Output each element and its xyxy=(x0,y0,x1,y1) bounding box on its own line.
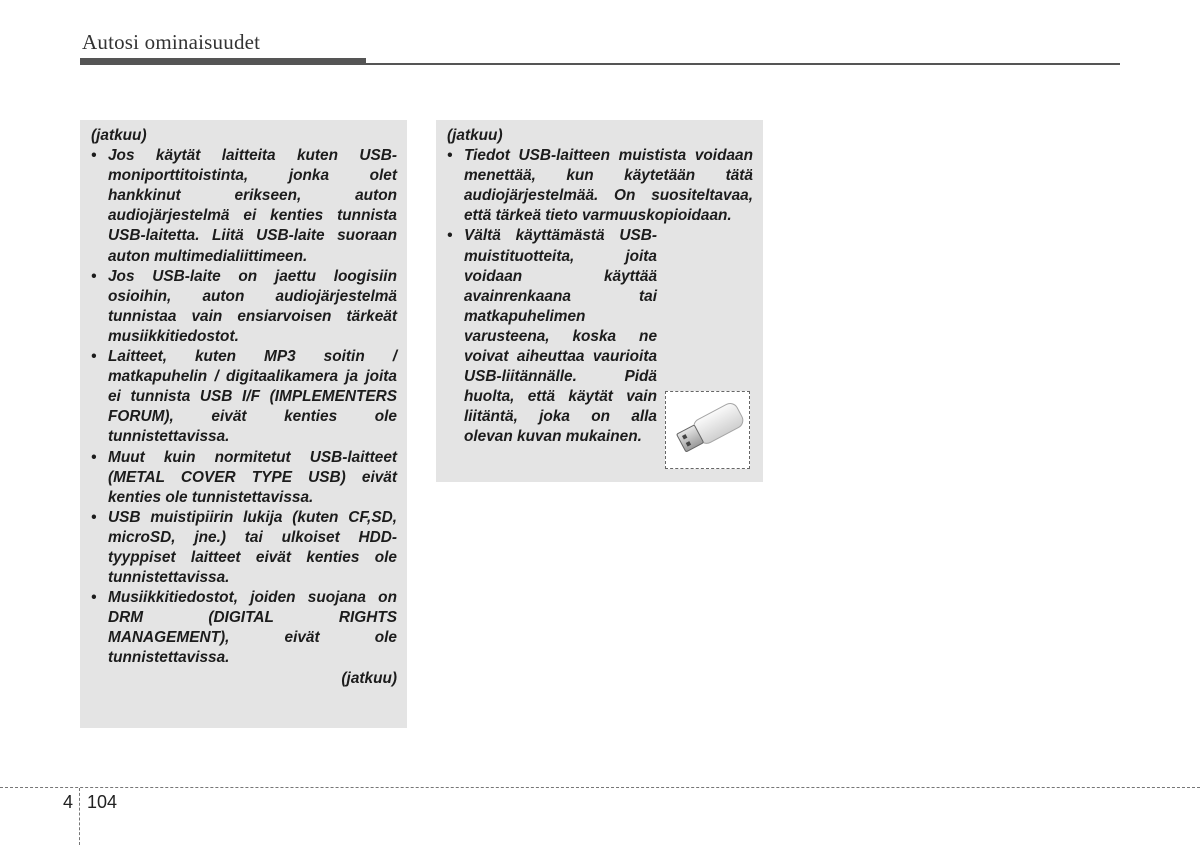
bullet-list-left xyxy=(91,146,397,668)
header-rule xyxy=(80,63,1120,65)
list-item: • Jos käytät laitteita kuten USB-moniporttitoistinta, jonka olet hankkinut erikseen, auton audiojärjestelmä ei kenties tunnista USB-laitetta. Liitä USB-laite suoraan auton multimedialiittimeen. xyxy=(91,146,397,267)
page-number: 104 xyxy=(87,792,118,812)
list-item: • Musiikkitiedostot, joiden suojana on DRM (DIGITAL RIGHTS MANAGEMENT), eivät ole tunnistettavissa. xyxy=(91,588,397,668)
continued-label-bottom: (jatkuu) xyxy=(341,669,397,687)
footer-rule xyxy=(0,787,1200,788)
list-item: • Laitteet, kuten MP3 soitin / matkapuhelin / digitaalikamera ja joita ei tunnista USB I/F (IMPLEMENTERS FORUM), eivät kenties ole tunnistettavissa. xyxy=(91,347,397,447)
usb-stick-figure xyxy=(665,391,750,469)
continued-label-top: (jatkuu) xyxy=(447,127,503,144)
continued-label-top: (jatkuu) xyxy=(91,127,147,144)
list-item: • USB muistipiirin lukija (kuten CF,SD, microSD, jne.) tai ulkoiset HDD-tyyppiset laitteet eivät kenties ole tunnistettavissa. xyxy=(91,508,397,588)
note-box-left xyxy=(80,120,407,728)
footer-divider xyxy=(79,788,80,845)
list-item: • Tiedot USB-laitteen muistista voidaan menettää, kun käytetään tätä audiojärjestelmää. On suositeltavaa, että tärkeä tieto varmuuskopioidaan. xyxy=(447,146,753,226)
list-item: • Muut kuin normitetut USB-laitteet (METAL COVER TYPE USB) eivät kenties ole tunnistettavissa. xyxy=(91,448,397,508)
list-item: • Vältä käyttämästä USB-muistituotteita, joita voidaan käyttää avainrenkaana tai matkapuhelimen varusteena, koska ne voivat aiheuttaa vaurioita USB-liitännälle. Pidä huolta, että käytät vain liitäntä, joka on alla olevan kuvan mukainen. xyxy=(447,226,657,447)
page-header-title: Autosi ominaisuudet xyxy=(82,30,261,54)
list-item: • Jos USB-laite on jaettu loogisiin osioihin, auton audiojärjestelmä tunnistaa vain ensiarvoisen tärkeät musiikkitiedostot. xyxy=(91,267,397,347)
chapter-number: 4 xyxy=(63,792,74,812)
usb-stick-icon xyxy=(666,392,748,467)
